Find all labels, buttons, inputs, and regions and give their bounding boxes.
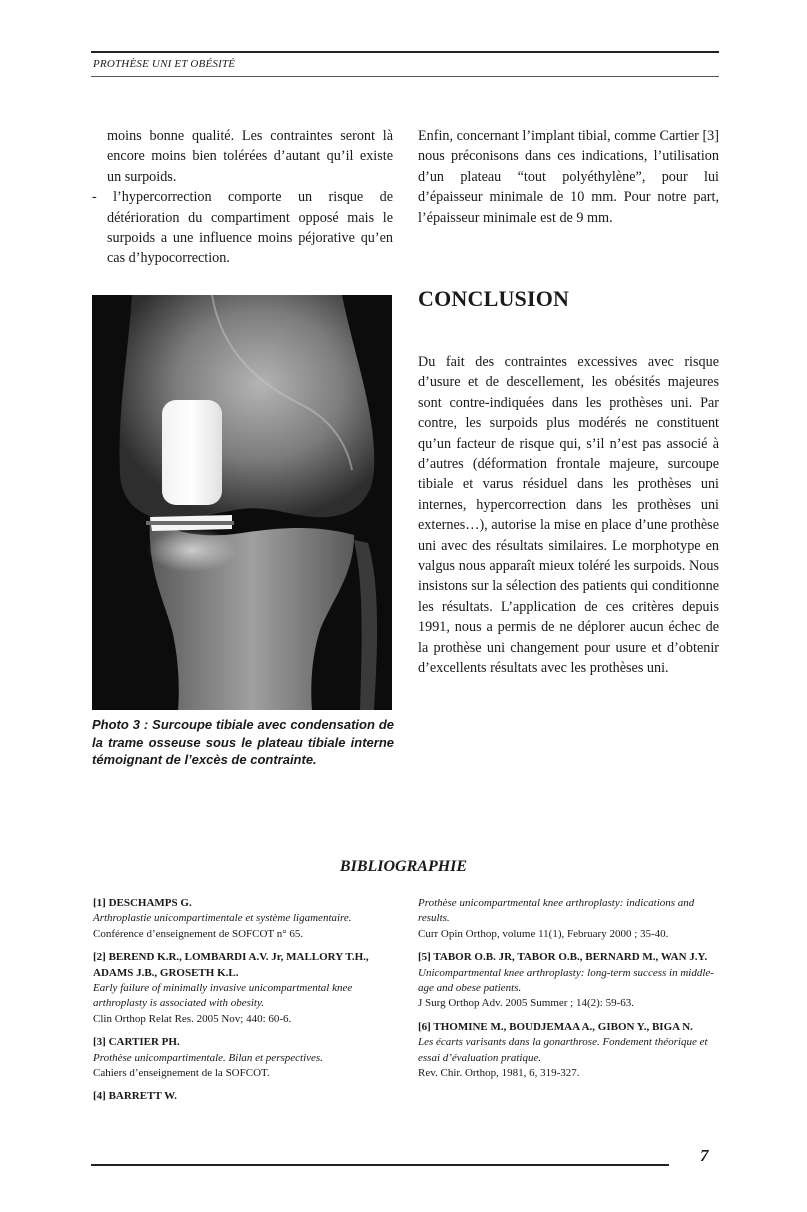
right-column-text	[418, 126, 719, 228]
bibliography-right-column	[418, 896, 720, 1089]
reference-source: J Surg Orthop Adv. 2005 Summer ; 14(2): 59-63.	[418, 997, 635, 1010]
left-paragraph-2: - l’hypercorrection comporte un risque de détérioration du compartiment opposé mais le surpoids a une influence moins péjorative qu’en cas d’hypocorrection.	[92, 189, 393, 267]
reference-authors: [5] TABOR O.B. JR, TABOR O.B., BERNARD M., WAN J.Y.	[418, 951, 708, 964]
figure-caption: Photo 3 : Surcoupe tibiale avec condensation de la trame osseuse sous le plateau tibiale interne témoignant de l’excès de contrainte.	[92, 717, 394, 767]
reference-source: Rev. Chir. Orthop, 1981, 6, 319-327.	[418, 1067, 580, 1080]
running-title: PROTHÈSE UNI ET OBÉSITÉ	[93, 58, 236, 70]
reference-3	[93, 1035, 398, 1081]
left-paragraph-1: moins bonne qualité. Les contraintes seront là encore moins bien tolérées d’autant qu’il existe un surpoids.	[107, 128, 393, 185]
reference-title: Prothèse unicompartmental knee arthroplasty: indications and results.	[418, 897, 695, 925]
reference-authors: [2] BEREND K.R., LOMBARDI A.V. Jr, MALLORY T.H., ADAMS J.B., GROSETH K.L.	[93, 951, 369, 979]
bibliography-heading: BIBLIOGRAPHIE	[339, 858, 468, 875]
reference-6	[418, 1020, 720, 1082]
conclusion-heading: CONCLUSION	[418, 286, 570, 311]
reference-authors: [3] CARTIER PH.	[93, 1036, 180, 1049]
reference-authors: [1] DESCHAMPS G.	[93, 897, 192, 909]
reference-source: Curr Opin Orthop, volume 11(1), February 2000 ; 35-40.	[418, 927, 669, 940]
reference-source: Clin Orthop Relat Res. 2005 Nov; 440: 60-6.	[93, 1012, 292, 1025]
bibliography-left-column	[93, 896, 398, 1113]
reference-authors: [4] BARRETT W.	[93, 1090, 177, 1103]
footer-rule	[91, 1164, 669, 1166]
reference-4-authors	[93, 1089, 398, 1104]
reference-title: Unicompartmental knee arthroplasty: long-term success in middle-age and obese patients.	[418, 966, 714, 995]
header-top-rule	[91, 51, 719, 53]
reference-title: Les écarts varisants dans la gonarthrose. Fondement théorique et essai d’évaluation pratique.	[418, 1036, 708, 1064]
reference-title: Early failure of minimally invasive unicompartmental knee arthroplasty is associated with obesity.	[93, 982, 353, 1010]
page-number: 7	[700, 1146, 709, 1165]
reference-source: Conférence d’enseignement de SOFCOT n° 65.	[93, 927, 304, 940]
header-bottom-rule	[91, 76, 719, 77]
left-column-text	[92, 126, 393, 269]
reference-1	[93, 896, 398, 942]
reference-title: Arthroplastie unicompartimentale et système ligamentaire.	[93, 912, 352, 925]
reference-authors: [6] THOMINE M., BOUDJEMAA A., GIBON Y., BIGA N.	[418, 1020, 693, 1033]
conclusion-paragraph: Du fait des contraintes excessives avec risque d’usure et de descellement, les obésités majeures sont contre-indiquées dans les prothèses uni. Par contre, les surpoids plus modérés ne constituent qu’un facteur de risque qui, s’il n’est pas associé à d’autres (déformation frontale majeure, surcoupe tibiale et varus résiduel dans les prothèses uni internes, hypercorrection dans les prothèses uni externes…), autorise la mise en place d’une prothèse uni avec des résultats similaires. Le morphotype en valgus nous apparaît mieux toléré les surpoids. Nous insistons sur la sélection des patients qui conditionne les résultats. L’application de ces critères depuis 1991, nous a permis de ne déplorer aucun échec de la prothèse uni changement pour usure et d’obtenir d’excellents résultats avec les prothèses uni.	[418, 354, 719, 677]
reference-4-continued	[418, 896, 720, 942]
reference-5	[418, 950, 720, 1012]
reference-title: Prothèse unicompartimentale. Bilan et perspectives.	[93, 1051, 323, 1064]
right-paragraph-1: Enfin, concernant l’implant tibial, comme Cartier [3] nous préconisons dans ces indications, l’utilisation d’un plateau “tout polyéthylène”, pour lui d’épaisseur minimale de 10 mm. Pour notre part, l’épaisseur minimale est de 9 mm.	[418, 128, 719, 226]
reference-2	[93, 950, 398, 1027]
conclusion-text	[418, 352, 719, 679]
xray-photo	[92, 295, 392, 710]
reference-source: Cahiers d’enseignement de la SOFCOT.	[93, 1067, 270, 1080]
